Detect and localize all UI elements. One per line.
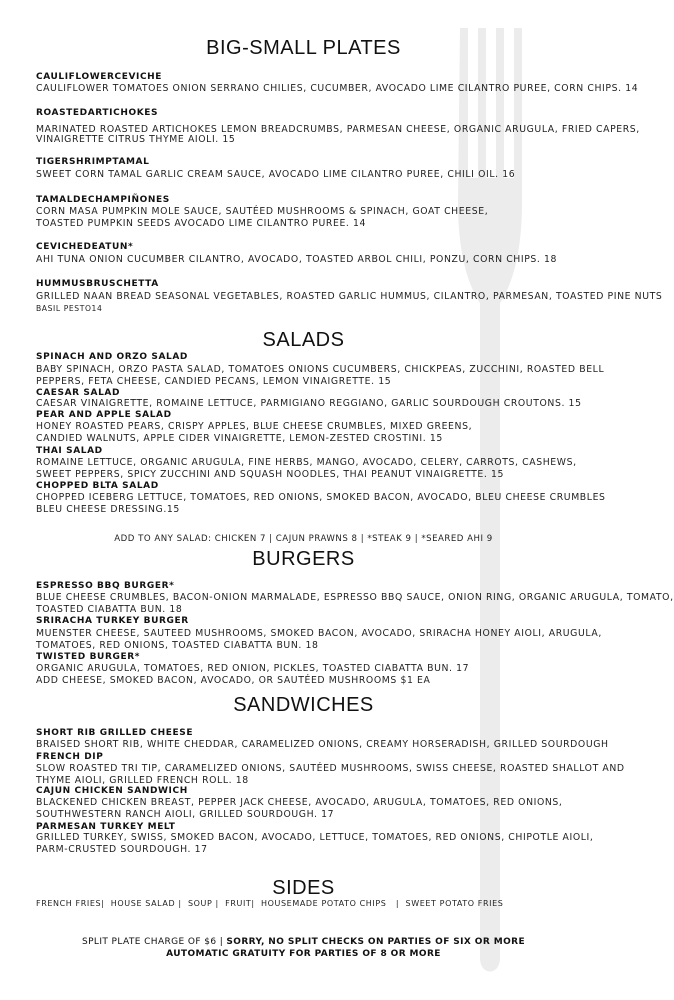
menu-item-description: BLEU CHEESE DRESSING.15 <box>36 504 180 515</box>
split-plate-charge: SPLIT PLATE CHARGE OF $6 | <box>81 937 224 947</box>
menu-item-description: PEPPERS, FETA CHEESE, CANDIED PECANS, LEMON VINAIGRETTE. 15 <box>36 376 392 387</box>
menu-item-description: THYME AIOLI, GRILLED FRENCH ROLL. 18 <box>36 775 249 786</box>
menu-item-name: CAULIFLOWERCEVICHE <box>36 72 163 82</box>
section-title-big-small-plates: BIG-SMALL PLATES <box>206 37 401 59</box>
menu-item-name: CEVICHEDEATUN* <box>36 242 134 252</box>
menu-item-description: ROMAINE LETTUCE, ORGANIC ARUGULA, FINE HERBS, MANGO, AVOCADO, CELERY, CARROTS, CASHEWS, <box>36 457 577 468</box>
no-split-checks: SORRY, NO SPLIT CHECKS ON PARTIES OF SIX OR MORE <box>226 937 525 947</box>
salad-add-on-line: ADD TO ANY SALAD: CHICKEN 7 | CAJUN PRAWNS 8 | *STEAK 9 | *SEARED AHI 9 <box>114 534 493 544</box>
menu-item-description: BRAISED SHORT RIB, WHITE CHEDDAR, CARAMELIZED ONIONS, CREAMY HORSERADISH, GRILLED SOURDOUGH <box>36 739 609 750</box>
menu-item-description: SOUTHWESTERN RANCH AIOLI, GRILLED SOURDOUGH. 17 <box>36 809 335 820</box>
menu-item-name: TWISTED BURGER* <box>36 652 141 662</box>
menu-item-description: ORGANIC ARUGULA, TOMATOES, RED ONION, PICKLES, TOASTED CIABATTA BUN. 17 <box>36 663 470 674</box>
section-title-sandwiches: SANDWICHES <box>233 694 374 716</box>
menu-item-name: ESPRESSO BBQ BURGER* <box>36 581 175 591</box>
menu-item-description: ADD CHEESE, SMOKED BACON, AVOCADO, OR SAUTÉED MUSHROOMS $1 EA <box>36 675 431 686</box>
menu-item-name: PEAR AND APPLE SALAD <box>36 410 172 420</box>
menu-item-name: TIGERSHRIMPTAMAL <box>36 157 150 167</box>
menu-item-name: THAI SALAD <box>36 446 103 456</box>
menu-item-description: TOMATOES, RED ONIONS, TOASTED CIABATTA BUN. 18 <box>36 640 319 651</box>
menu-item-description: CHOPPED ICEBERG LETTUCE, TOMATOES, RED ONIONS, SMOKED BACON, AVOCADO, BLEU CHEESE CRUMBLES <box>36 492 606 503</box>
menu-item-description: BABY SPINACH, ORZO PASTA SALAD, TOMATOES ONIONS CUCUMBERS, CHICKPEAS, ZUCCHINI, ROASTED BELL <box>36 364 605 375</box>
menu-item-description: BLUE CHEESE CRUMBLES, BACON-ONION MARMALADE, ESPRESSO BBQ SAUCE, ONION RING, ORGANIC ARUGULA, TOMATO, <box>36 592 674 603</box>
menu-item-name: CHOPPED BLTA SALAD <box>36 481 159 491</box>
section-title-burgers: BURGERS <box>252 548 355 570</box>
menu-item-description: BLACKENED CHICKEN BREAST, PEPPER JACK CHEESE, AVOCADO, ARUGULA, TOMATOES, RED ONIONS, <box>36 797 563 808</box>
menu-item-name: SHORT RIB GRILLED CHEESE <box>36 728 194 738</box>
menu-item-description: MARINATED ROASTED ARTICHOKES LEMON BREADCRUMBS, PARMESAN CHEESE, ORGANIC ARUGULA, FRIED CAPERS, <box>36 124 640 135</box>
menu-item-name: CAESAR SALAD <box>36 388 121 398</box>
menu-item-description: CAESAR VINAIGRETTE, ROMAINE LETTUCE, PARMIGIANO REGGIANO, GARLIC SOURDOUGH CROUTONS. 15 <box>36 398 582 409</box>
menu-item-name: FRENCH DIP <box>36 752 104 762</box>
menu-item-description: CORN MASA PUMPKIN MOLE SAUCE, SAUTÉED MUSHROOMS & SPINACH, GOAT CHEESE, <box>36 206 489 217</box>
side-separator: | <box>395 899 400 908</box>
menu-item-name: SPINACH AND ORZO SALAD <box>36 352 189 362</box>
split-check-note <box>0 936 607 948</box>
automatic-gratuity: AUTOMATIC GRATUITY FOR PARTIES OF 8 OR MORE <box>166 949 441 959</box>
side-item: SWEET POTATO FRIES <box>405 899 504 908</box>
menu-item-description: AHI TUNA ONION CUCUMBER CILANTRO, AVOCADO, TOASTED ARBOL CHILI, PONZU, CORN CHIPS. 18 <box>36 254 558 265</box>
menu-item-description: SWEET PEPPERS, SPICY ZUCCHINI AND SQUASH NOODLES, THAI PEANUT VINAIGRETTE. 15 <box>36 469 505 480</box>
menu-item-description: GRILLED TURKEY, SWISS, SMOKED BACON, AVOCADO, LETTUCE, TOMATOES, RED ONIONS, CHIPOTLE AIOLI, <box>36 832 594 843</box>
menu-item-description: BASIL PESTO14 <box>36 304 103 313</box>
menu-item-description: CAULIFLOWER TOMATOES ONION SERRANO CHILIES, CUCUMBER, AVOCADO LIME CILANTRO PUREE, CORN CHIPS. 14 <box>36 83 639 94</box>
menu-item-description: CANDIED WALNUTS, APPLE CIDER VINAIGRETTE, LEMON-ZESTED CROSTINI. 15 <box>36 433 443 444</box>
menu-item-description: SLOW ROASTED TRI TIP, CARAMELIZED ONIONS, SAUTÉED MUSHROOMS, SWISS CHEESE, ROASTED SHALLOT AND <box>36 763 625 774</box>
side-item: SOUP | <box>187 899 219 908</box>
sides-list <box>36 899 503 908</box>
menu-item-description: TOASTED PUMPKIN SEEDS AVOCADO LIME CILANTRO PUREE. 14 <box>36 218 367 229</box>
menu-item-description: HONEY ROASTED PEARS, CRISPY APPLES, BLUE CHEESE CRUMBLES, MIXED GREENS, <box>36 421 473 432</box>
menu-item-description: MUENSTER CHEESE, SAUTEED MUSHROOMS, SMOKED BACON, AVOCADO, SRIRACHA HONEY AIOLI, ARUGULA, <box>36 628 602 639</box>
menu-item-name: PARMESAN TURKEY MELT <box>36 822 176 832</box>
side-item: FRENCH FRIES| <box>36 899 105 908</box>
menu-item-name: SRIRACHA TURKEY BURGER <box>36 616 189 626</box>
menu-item-description: PARM-CRUSTED SOURDOUGH. 17 <box>36 844 208 855</box>
menu-item-description: GRILLED NAAN BREAD SEASONAL VEGETABLES, ROASTED GARLIC HUMMUS, CILANTRO, PARMESAN, TOASTED PINE NUTS <box>36 291 663 302</box>
menu-item-name: HUMMUSBRUSCHETTA <box>36 279 159 289</box>
menu-item-description: VINAIGRETTE CITRUS THYME AIOLI. 15 <box>36 134 236 145</box>
menu-item-name: CAJUN CHICKEN SANDWICH <box>36 786 188 796</box>
side-item: HOUSE SALAD | <box>110 899 182 908</box>
menu-item-description: TOASTED CIABATTA BUN. 18 <box>36 604 183 615</box>
gratuity-note <box>0 948 607 960</box>
side-item: FRUIT| <box>225 899 255 908</box>
menu-item-name: TAMALDECHAMPIÑONES <box>36 195 170 205</box>
menu-item-name: ROASTEDARTICHOKES <box>36 108 159 118</box>
section-title-salads: SALADS <box>262 329 345 351</box>
menu-item-description: SWEET CORN TAMAL GARLIC CREAM SAUCE, AVOCADO LIME CILANTRO PUREE, CHILI OIL. 16 <box>36 169 516 180</box>
section-title-sides: SIDES <box>272 877 335 899</box>
side-item: HOUSEMADE POTATO CHIPS <box>261 899 387 908</box>
